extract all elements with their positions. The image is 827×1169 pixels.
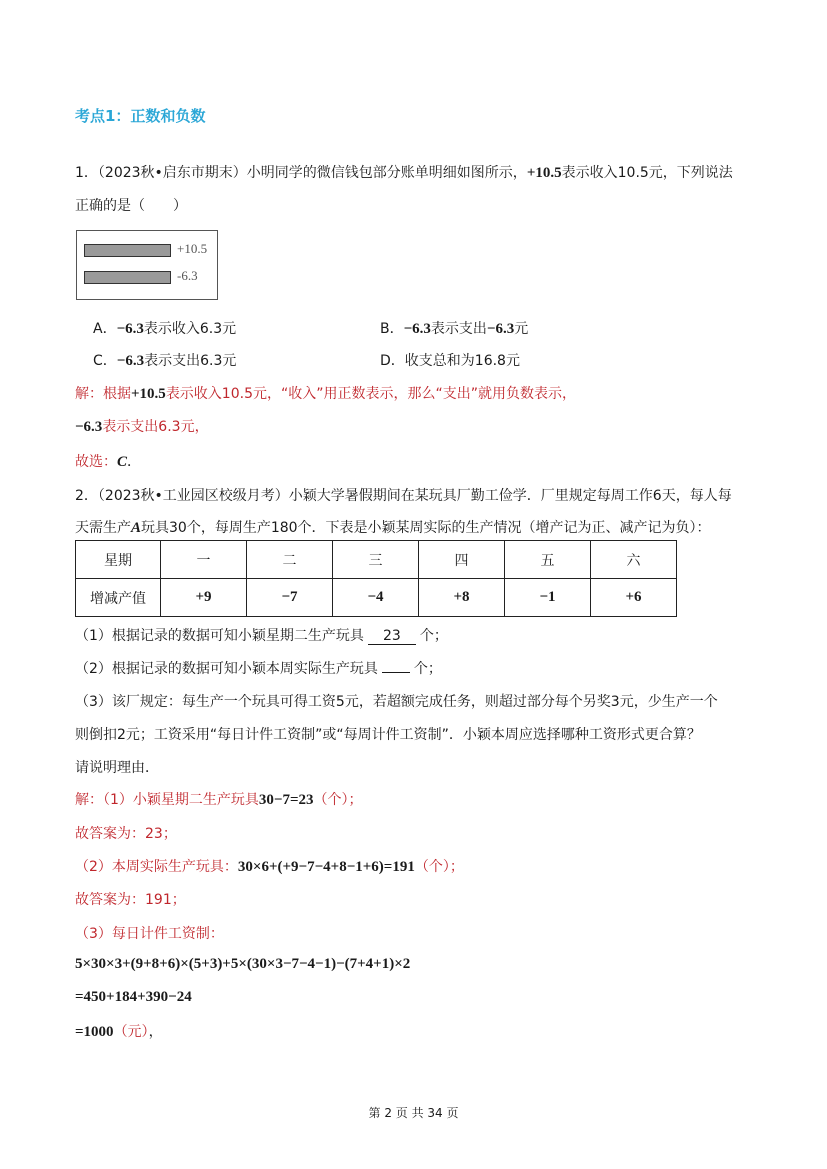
table-value: +9	[161, 579, 247, 617]
table-day: 四	[419, 541, 505, 579]
q1-solution-line1-b: 表示收入10.5元，“收入”用正数表示，那么“支出”就用负数表示，	[165, 386, 576, 402]
q2-equation-2: =450+184+390−24	[75, 989, 192, 1005]
q2-line1-text: （2023秋•工业园区校级月考）小颖大学暑假期间在某玩具厂勤工俭学．厂里规定每周工作6天，每人每	[97, 488, 732, 504]
q2-solution-2-math: 30×6+(+9−7−4+8−1+6)=191	[237, 859, 415, 875]
table-value-row	[76, 579, 677, 617]
q1-line1-text: （2023秋•启东市期末）小明同学的微信钱包部分账单明细如图所示，	[97, 165, 527, 181]
q2-solution-1	[75, 789, 363, 809]
table-day: 五	[505, 541, 591, 579]
option-b-text: 表示支出	[430, 321, 487, 337]
option-b-math2: −6.3	[486, 321, 515, 337]
q2-line1	[75, 485, 732, 505]
option-a-math: −6.3	[116, 321, 144, 337]
q1-answer-label: 故选：	[75, 454, 117, 470]
q2-equation-3-math: =1000	[75, 1024, 114, 1040]
production-table	[75, 540, 677, 617]
table-day: 一	[161, 541, 247, 579]
q1-answer-choice: C	[117, 454, 128, 470]
q2-solution-1-math: 30−7=23	[258, 792, 314, 808]
option-c-text: 表示支出6.3元	[144, 353, 237, 369]
option-d-prefix: D．	[380, 353, 405, 369]
q2-solution-2-tail: （个）；	[414, 859, 464, 875]
option-b-prefix: B．	[380, 321, 404, 337]
page-footer: 第 2 页 共 34 页	[368, 1106, 459, 1120]
option-d-text: 收支总和为16.8元	[404, 353, 520, 369]
option-c	[93, 350, 236, 370]
expense-label: -6.3	[177, 268, 198, 283]
wallet-figure	[76, 230, 218, 300]
option-a	[93, 318, 236, 338]
q2-sub1-blank: 23	[368, 628, 416, 645]
table-day: 六	[591, 541, 677, 579]
table-value: −1	[505, 579, 591, 617]
q2-line2-a: 天需生产	[75, 520, 131, 536]
table-day: 三	[333, 541, 419, 579]
option-a-text: 表示收入6.3元	[143, 321, 237, 337]
q2-sub3-line3: 请说明理由．	[75, 760, 159, 776]
q2-solution-2-answer: 故答案为：191；	[75, 892, 186, 908]
q2-line2-math: A	[131, 520, 142, 536]
q1-solution-line2	[75, 416, 209, 436]
q2-sub1-text: （1）根据记录的数据可知小颖星期二生产玩具	[75, 628, 364, 644]
q2-sub2-blank	[382, 672, 410, 673]
q1-solution-line2-text: 表示支出6.3元，	[102, 419, 209, 435]
q1-line1-tail: 表示收入10.5元，下列说法	[561, 165, 733, 181]
expense-bar	[84, 271, 171, 284]
q2-line2	[75, 517, 711, 537]
q1-answer-tail: ．	[127, 454, 142, 470]
table-value: −7	[247, 579, 333, 617]
q2-equation-3	[75, 1021, 163, 1041]
income-bar	[84, 244, 171, 257]
q2-number: 2．	[75, 488, 98, 504]
q2-sub2	[75, 658, 442, 678]
q2-sub3-line2: 则倒扣2元；工资采用“每日计件工资制”或“每周计件工资制”．小颖本周应选择哪种工资形式更合算？	[75, 727, 701, 743]
q2-sub2-text: （2）根据记录的数据可知小颖本周实际生产玩具	[75, 661, 378, 677]
q2-sub3-line1: （3）该厂规定：每生产一个玩具可得工资5元，若超额完成任务，则超过部分每个另奖3元，少生产一个	[75, 694, 718, 710]
q2-equation-3-unit: （元）	[113, 1024, 149, 1040]
q2-solution-2-text: （2）本周实际生产玩具：	[75, 859, 238, 875]
q1-solution-line1	[75, 383, 576, 403]
q1-number: 1．	[75, 165, 98, 181]
q2-sub1	[75, 625, 448, 645]
table-value: −4	[333, 579, 419, 617]
q1-solution-line1-math: +10.5	[131, 386, 166, 402]
option-c-math: −6.3	[116, 353, 145, 369]
table-header-label: 星期	[76, 541, 161, 579]
q2-solution-1-text: 解：（1）小颖星期二生产玩具	[75, 792, 259, 808]
table-day: 二	[247, 541, 333, 579]
option-b-suffix: 元	[514, 321, 529, 337]
option-d	[380, 350, 520, 370]
q2-equation-3-tail: ，	[148, 1024, 163, 1040]
section-title: 考点1：正数和负数	[75, 107, 206, 125]
option-b	[380, 318, 528, 338]
option-b-math1: −6.3	[403, 321, 431, 337]
q2-sub1-tail: 个；	[419, 628, 448, 644]
table-value: +6	[591, 579, 677, 617]
q2-equation-1: 5×30×3+(9+8+6)×(5+3)+5×(30×3−7−4−1)−(7+4+1)×2	[75, 956, 411, 972]
table-value: +8	[419, 579, 505, 617]
q1-solution-line1-a: 解：根据	[75, 386, 131, 402]
option-a-prefix: A．	[93, 321, 117, 337]
option-c-prefix: C．	[93, 353, 117, 369]
q2-solution-1-answer: 故答案为：23；	[75, 826, 177, 842]
q1-line2: 正确的是（ ）	[75, 198, 187, 214]
table-row-label: 增减产值	[76, 579, 161, 617]
q2-sub2-tail: 个；	[413, 661, 442, 677]
q1-answer	[75, 451, 141, 471]
q1-solution-line2-math: −6.3	[75, 419, 103, 435]
q2-solution-3: （3）每日计件工资制：	[75, 926, 224, 942]
q2-solution-1-tail: （个）；	[313, 792, 363, 808]
table-header-row	[76, 541, 677, 579]
q2-solution-2	[75, 856, 464, 876]
income-label: +10.5	[177, 241, 208, 256]
q2-line2-b: 玩具30个，每周生产180个．下表是小颖某周实际的生产情况（增产记为正、减产记为负）：	[141, 520, 711, 536]
q1-line1	[75, 162, 733, 182]
q1-line1-math: +10.5	[526, 165, 562, 181]
